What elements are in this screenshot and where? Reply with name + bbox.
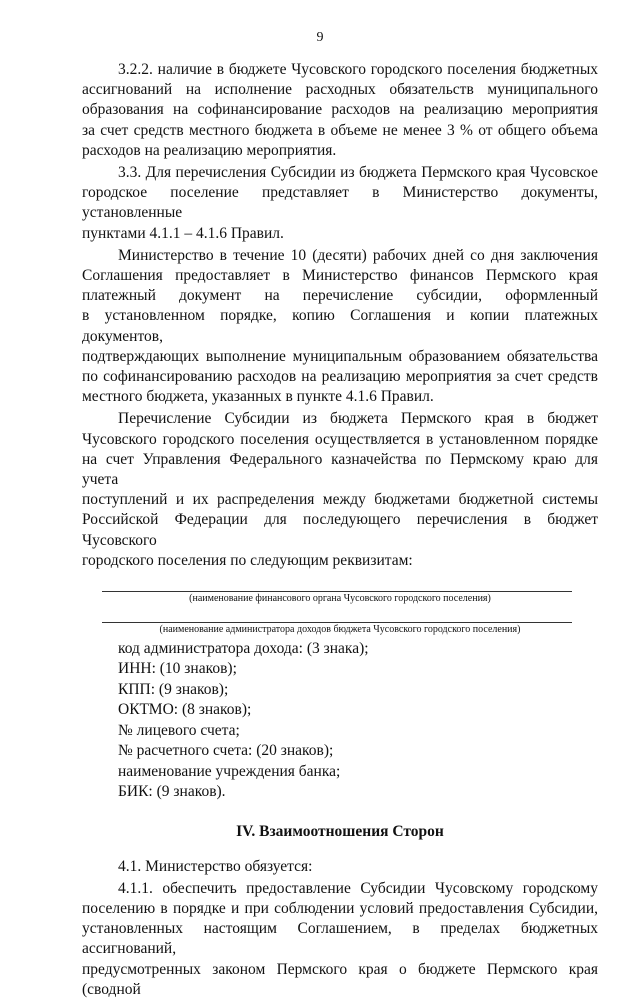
- requisite-item: КПП: (9 знаков);: [118, 680, 229, 698]
- text-line: за счет средств местного бюджета в объеме не менее 3 % от общего объема: [82, 121, 598, 139]
- document-body: [82, 60, 598, 1002]
- text-line: Министерство в течение 10 (десяти) рабочих дней со дня заключения: [118, 246, 598, 264]
- text-line: городское поселение представляет в Министерство документы, установленные: [82, 184, 598, 222]
- page-number: 9: [316, 30, 324, 45]
- text-line: по софинансированию расходов на реализацию мероприятия за счет средств: [82, 368, 598, 386]
- requisite-item: № расчетного счета: (20 знаков);: [118, 742, 334, 760]
- blank-caption: (наименование администратора доходов бюджета Чусовского городского поселения): [159, 624, 521, 636]
- text-line: пунктами 4.1.1 – 4.1.6 Правил.: [82, 224, 284, 242]
- text-line: поселению в порядке и при соблюдении условий предоставления Субсидии,: [82, 899, 598, 917]
- text-line: поступлений и их распределения между бюджетами бюджетной системы: [82, 491, 598, 509]
- text-line: расходов на реализацию мероприятия.: [82, 141, 337, 159]
- blank-field-revenue-administrator: [82, 608, 598, 636]
- blank-field-financial-organ: [82, 577, 598, 605]
- text-line: платежный документ на перечисление субсидии, оформленный: [82, 287, 598, 305]
- paragraph-subsidy-transfer: [82, 409, 598, 571]
- text-line: на счет Управления Федерального казначейства по Пермскому краю для учета: [82, 450, 598, 489]
- text-line: ассигнований на исполнение расходных обязательств муниципального: [82, 81, 598, 99]
- text-line: городского поселения по следующим реквизитам:: [82, 551, 413, 569]
- text-line: Российской Федерации для последующего перечисления в бюджет Чусовского: [82, 511, 598, 549]
- text-line: 3.3. Для перечисления Субсидии из бюджета Пермского края Чусовское: [118, 164, 598, 182]
- text-line: 3.2.2. наличие в бюджете Чусовского городского поселения бюджетных: [118, 61, 598, 78]
- text-line: подтверждающих выполнение муниципальным образованием обязательства: [82, 347, 598, 365]
- requisite-item: наименование учреждения банка;: [118, 762, 341, 780]
- requisite-item: ОКТМО: (8 знаков);: [118, 701, 252, 719]
- blank-caption: (наименование финансового органа Чусовского городского поселения): [189, 593, 491, 605]
- text-line: Соглашения предоставляет в Министерство финансов Пермского края: [82, 267, 598, 285]
- requisites-list: [118, 639, 598, 802]
- text-line: установленных настоящим Соглашением, в пределах бюджетных ассигнований,: [82, 920, 598, 958]
- requisite-item: БИК: (9 знаков).: [118, 782, 226, 800]
- text-line: образования на софинансирование расходов на реализацию мероприятия: [82, 101, 598, 119]
- text-line: в установленном порядке, копию Соглашения и копии платежных документов,: [82, 307, 598, 345]
- paragraph-3-3: [82, 163, 598, 244]
- blank-line: [102, 577, 572, 592]
- paragraph-ministry-term: [82, 246, 598, 408]
- text-line: 4.1.1. обеспечить предоставление Субсидии Чусовскому городскому: [118, 879, 598, 897]
- text-line: Чусовского городского поселения осуществляется в установленном порядке: [82, 430, 598, 448]
- text-line: местного бюджета, указанных в пункте 4.1.6 Правил.: [82, 388, 434, 406]
- requisite-item: код администратора дохода: (3 знака);: [118, 640, 369, 658]
- paragraph-4-1-1: [82, 879, 598, 1000]
- section-title: IV. Взаимоотношения Сторон: [236, 823, 444, 841]
- blank-line: [102, 608, 572, 623]
- paragraph-4-1: 4.1. Министерство обязуется:: [118, 857, 313, 875]
- requisite-item: № лицевого счета;: [118, 721, 240, 739]
- text-line: Перечисление Субсидии из бюджета Пермского края в бюджет: [118, 410, 598, 428]
- text-line: предусмотренных законом Пермского края о бюджете Пермского края (сводной: [82, 960, 598, 998]
- paragraph-3-2-2: [82, 60, 598, 161]
- requisite-item: ИНН: (10 знаков);: [118, 660, 237, 678]
